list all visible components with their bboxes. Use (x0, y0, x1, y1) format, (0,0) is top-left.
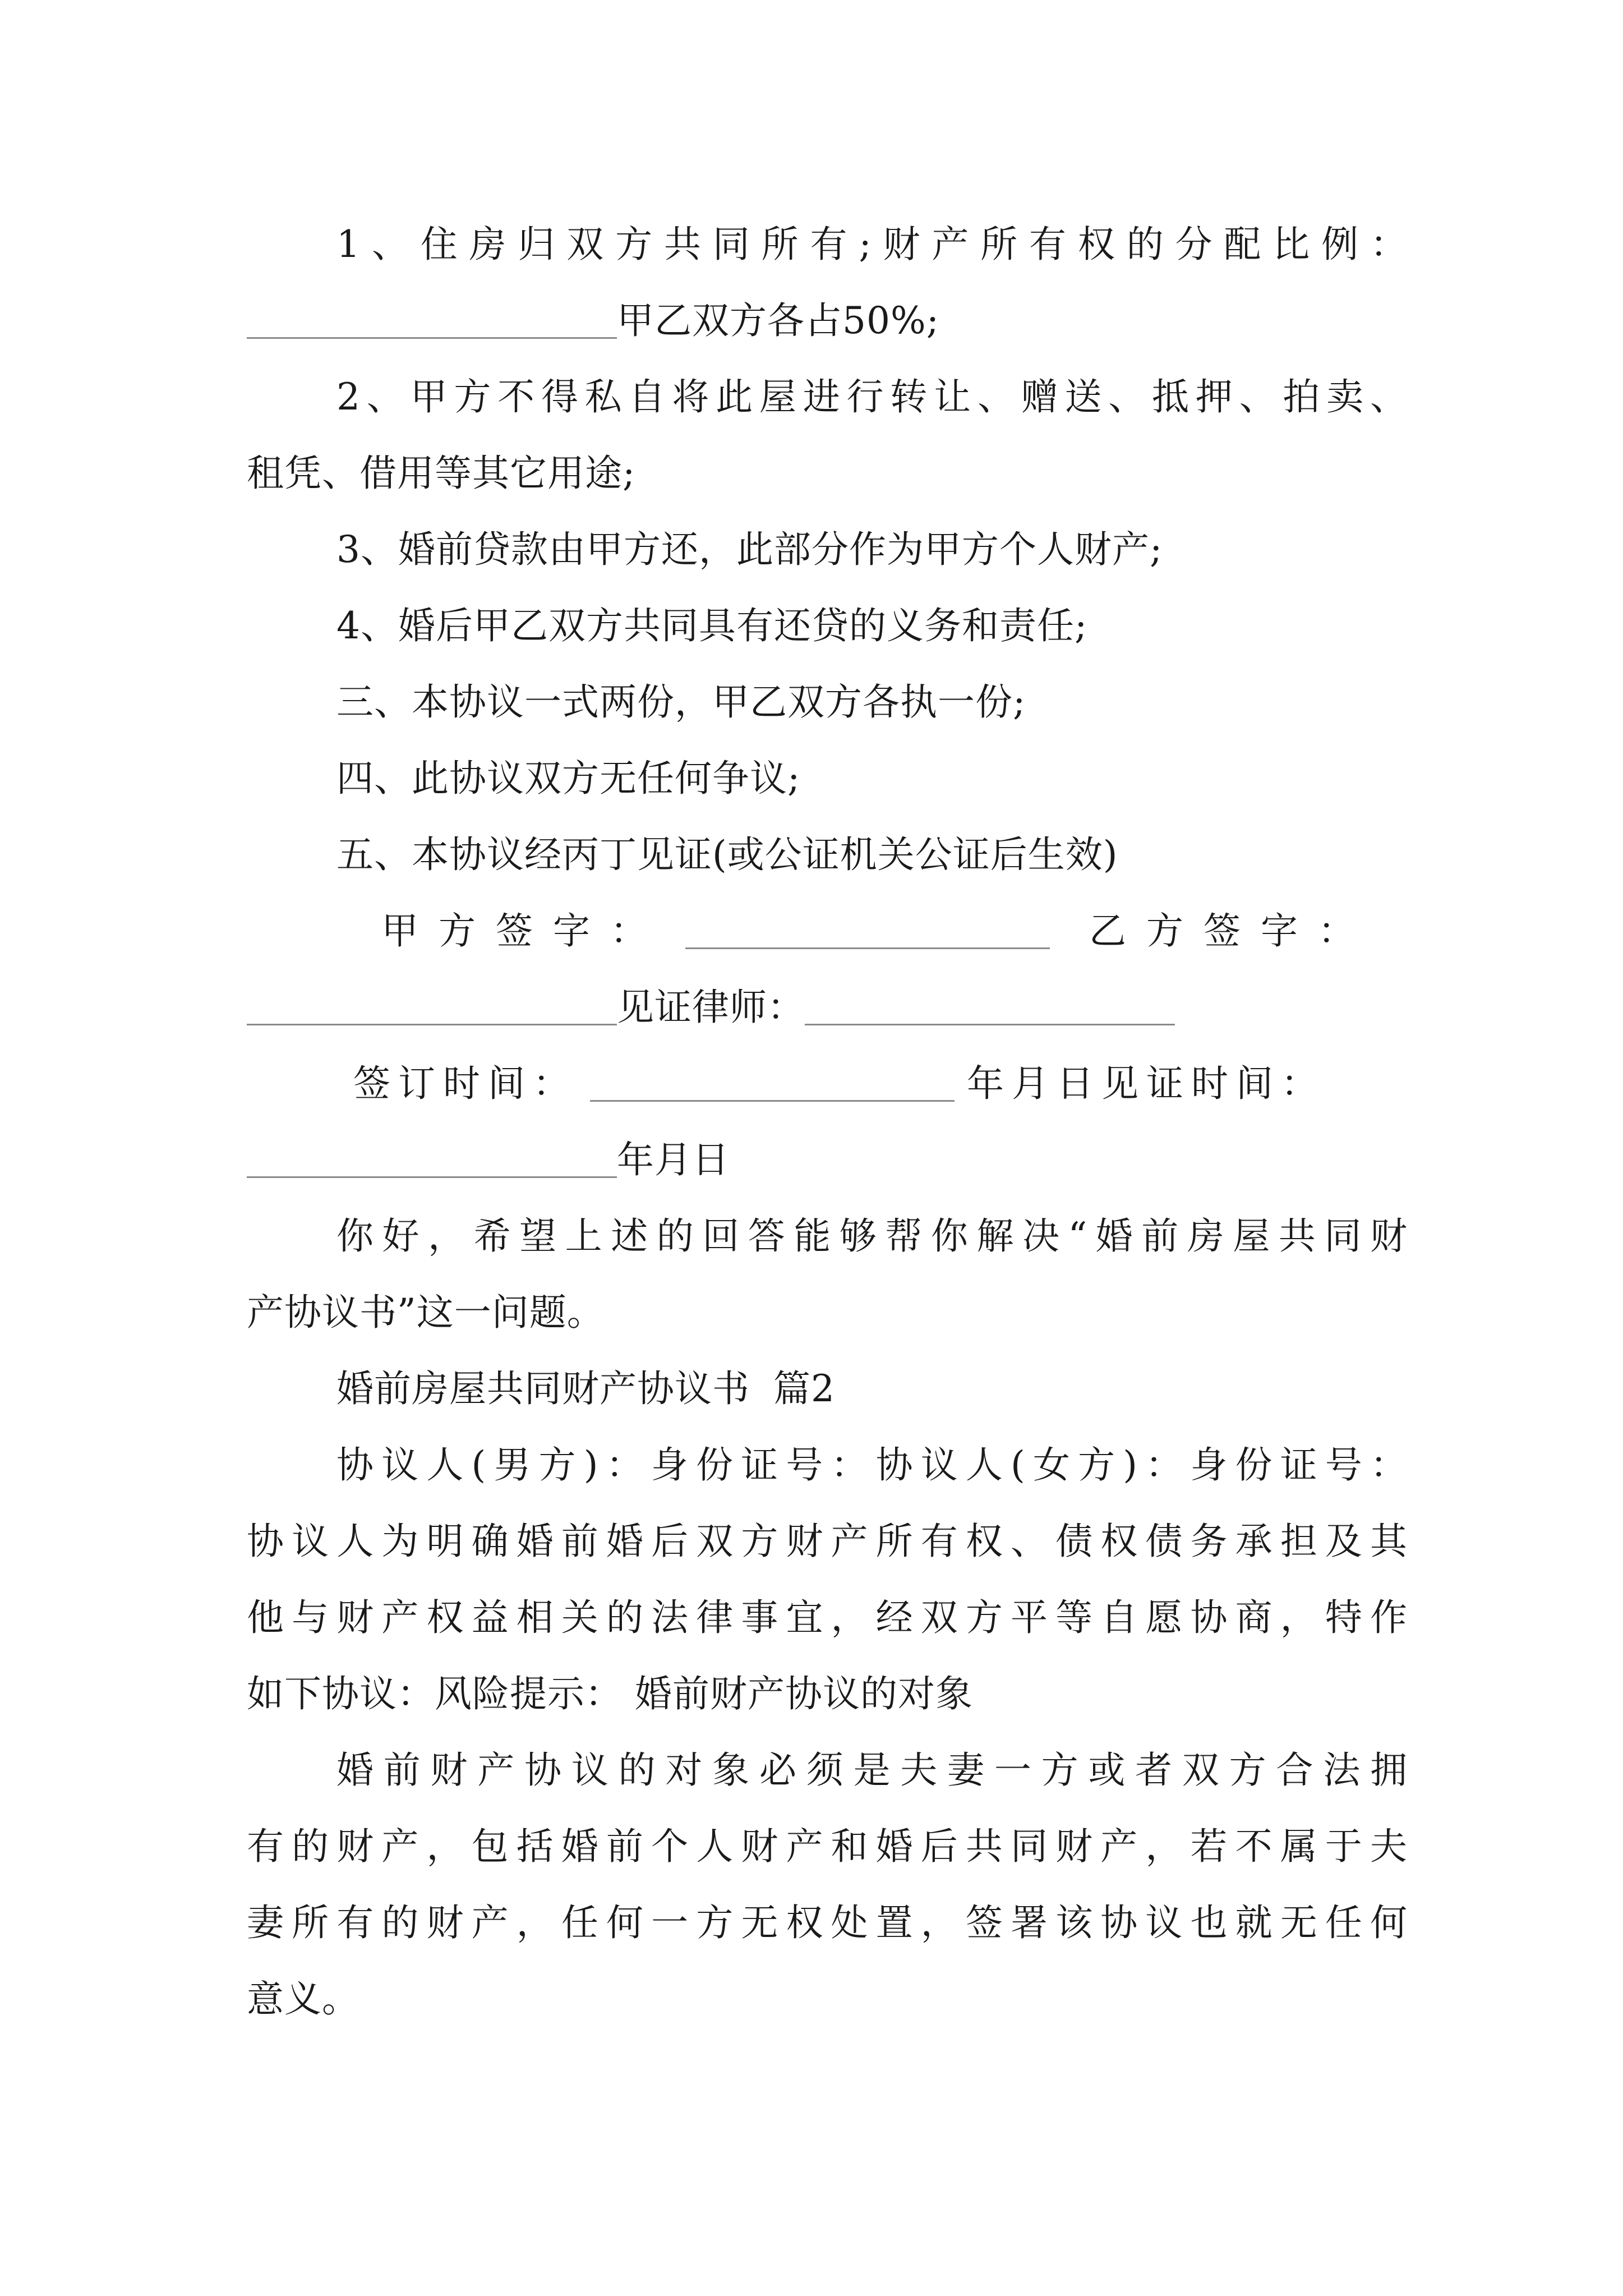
party-b-signature-label: 乙方签字： (1089, 909, 1375, 953)
parties-line (336, 1439, 1408, 1491)
object-line-3 (247, 1897, 1408, 1949)
clause-2-text: 2、甲方不得私自将此屋进行转让、赠送、抵押、拍卖、 (336, 375, 1408, 418)
witness-time-blank[interactable] (247, 1137, 617, 1178)
clause-2-line (336, 371, 1408, 423)
sign-time-line (353, 1058, 1408, 1110)
closing-text-2: 产协议书”这一问题。 (247, 1291, 605, 1334)
risk-tip-line (247, 1668, 1408, 1720)
closing-line-2 (247, 1287, 1408, 1338)
party-a-signature-blank[interactable] (685, 908, 1050, 949)
signature-line (381, 905, 1408, 957)
risk-tip-text: 如下协议：风险提示： 婚前财产协议的对象 (247, 1672, 973, 1715)
purpose-line-1 (247, 1516, 1408, 1567)
party-a-signature-label: 甲方签字： (381, 909, 667, 953)
witness-lawyer-line (247, 982, 1408, 1033)
article-3-line (336, 677, 1408, 728)
object-text-4: 意义。 (247, 1977, 359, 2021)
purpose-text-1: 协议人为明确婚前婚后双方财产所有权、债权债务承担及其 (247, 1520, 1408, 1563)
parties-text: 协议人(男方)：身份证号：协议人(女方)：身份证号： (336, 1443, 1408, 1487)
closing-text-1: 你好，希望上述的回答能够帮你解决“婚前房屋共同财 (336, 1214, 1408, 1258)
witness-lawyer-label: 见证律师： (617, 986, 805, 1029)
sign-time-blank[interactable] (590, 1061, 955, 1102)
clause-1-ratio-text: 甲乙双方各占50%; (617, 299, 939, 342)
witness-date-line (247, 1134, 1408, 1186)
sign-time-label: 签订时间： (353, 1062, 578, 1105)
clause-2-cont-line (247, 448, 1408, 499)
article-5-line (336, 829, 1408, 881)
article-4-text: 四、此协议双方无任何争议; (336, 757, 801, 800)
article-3-text: 三、本协议一式两份，甲乙双方各执一份; (336, 680, 1026, 724)
article-4-line (336, 753, 1408, 804)
clause-3-line (336, 524, 1408, 576)
clause-2-cont-text: 租凭、借用等其它用途; (247, 452, 636, 495)
object-line-1 (336, 1745, 1408, 1796)
clause-3-text: 3、婚前贷款由甲方还，此部分作为甲方个人财产; (336, 528, 1163, 571)
article-5-text: 五、本协议经丙丁见证(或公证机关公证后生效) (336, 833, 1118, 876)
clause-1-ratio-line (247, 295, 1408, 347)
object-line-2 (247, 1821, 1408, 1872)
section-2-title: 婚前房屋共同财产协议书 篇2 (336, 1367, 835, 1410)
purpose-line-2 (247, 1592, 1408, 1644)
witness-date-text: 年月日 (617, 1138, 730, 1181)
purpose-text-2: 他与财产权益相关的法律事宜，经双方平等自愿协商，特作 (247, 1596, 1408, 1639)
object-text-3: 妻所有的财产，任何一方无权处置，签署该协议也就无任何 (247, 1901, 1408, 1944)
clause-1-line (336, 219, 1408, 270)
object-text-1: 婚前财产协议的对象必须是夫妻一方或者双方合法拥 (336, 1749, 1408, 1792)
clause-4-text: 4、婚后甲乙双方共同具有还贷的义务和责任; (336, 604, 1088, 647)
party-b-signature-blank[interactable] (247, 984, 617, 1025)
witness-time-label: 年月日见证时间： (966, 1062, 1326, 1105)
clause-1-text: 1、住房归双方共同所有;财产所有权的分配比例： (336, 223, 1408, 266)
clause-4-line (336, 600, 1408, 652)
witness-lawyer-blank[interactable] (805, 984, 1175, 1025)
object-text-2: 有的财产，包括婚前个人财产和婚后共同财产，若不属于夫 (247, 1825, 1408, 1868)
section-2-heading (336, 1363, 1408, 1415)
object-line-4 (247, 1973, 1408, 2025)
ratio-blank[interactable] (247, 298, 617, 339)
closing-line-1 (336, 1211, 1408, 1262)
